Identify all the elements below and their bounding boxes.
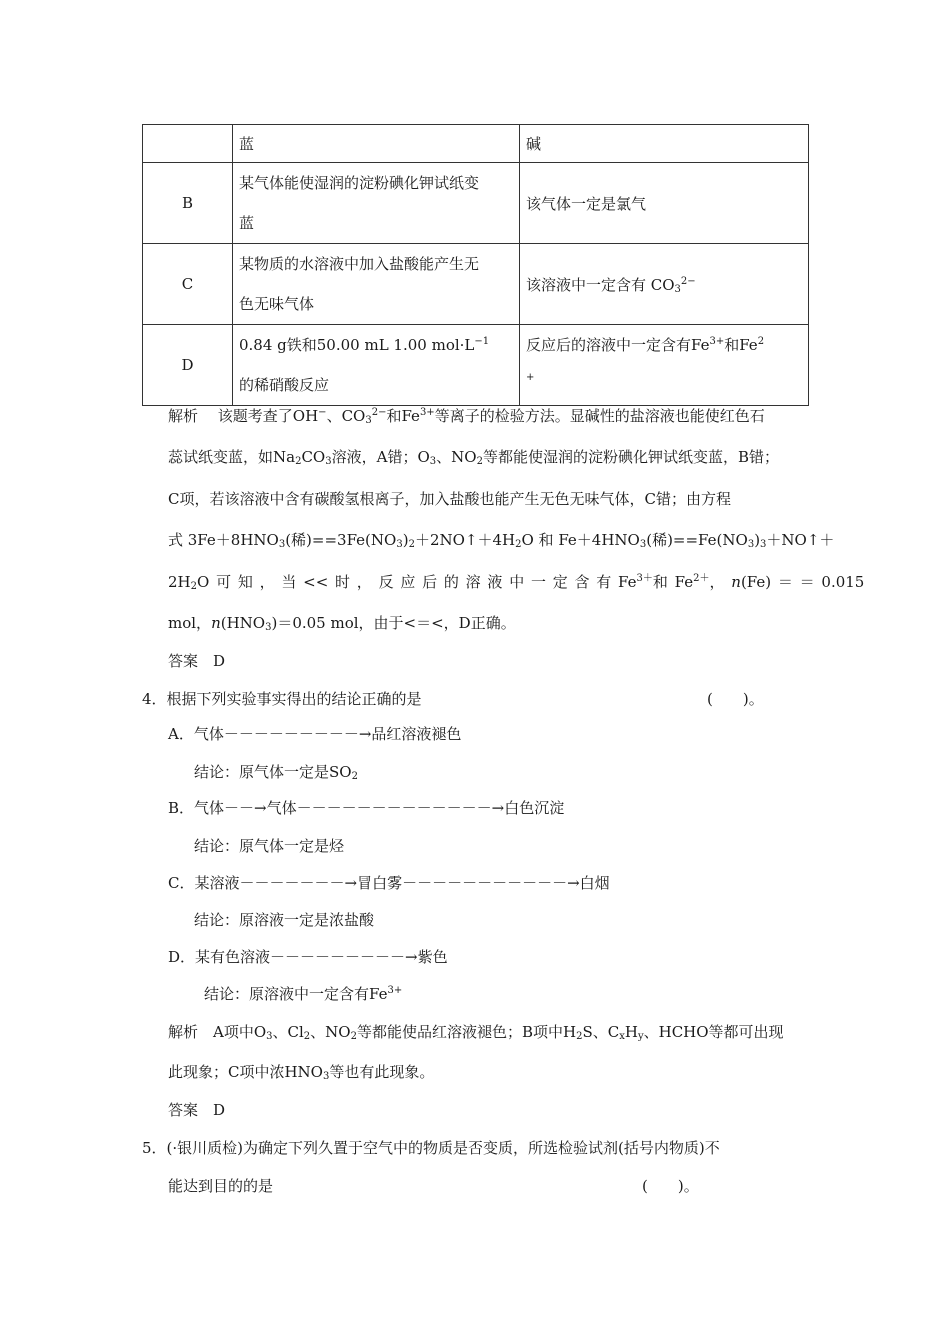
condition-cell	[233, 325, 520, 406]
condition-text: 蓝	[239, 214, 255, 232]
conclusion-text: 该溶液中一定含有 CO	[526, 275, 675, 294]
question-stem: 5．(·银川质检)为确定下列久置于空气中的物质是否变质，所选检验试剂(括号内物质)不	[142, 1139, 720, 1157]
arrow-icon: －－－－－－－－－－－→	[402, 874, 580, 892]
condition-cell	[233, 244, 520, 325]
arrow-icon: －－－－－－－→	[239, 874, 358, 892]
question-stem-cont: 能达到目的的是	[168, 1177, 274, 1195]
table-row	[143, 244, 809, 325]
analysis-text: 解析 A项中O	[168, 1023, 267, 1041]
row-label	[143, 125, 233, 163]
analysis-label: 解析	[168, 407, 199, 425]
analysis-line: 蕊试纸变蓝，如$Na_2CO_3$溶液，A错；$O_3$、$NO_2$等都能使湿润的淀粉碘化钾试纸变蓝，B错；	[168, 448, 779, 467]
condition-text: 的稀硝酸反应	[239, 376, 330, 394]
conclusion-cell	[520, 244, 809, 325]
row-label: B	[143, 163, 233, 244]
question-stem: 4．根据下列实验事实得出的结论正确的是	[142, 690, 422, 708]
option-d	[168, 946, 448, 967]
option-text: 白烟	[579, 874, 610, 892]
condition-cell: 蓝	[233, 125, 520, 163]
conclusion-cell	[520, 325, 809, 406]
options-table	[142, 124, 809, 406]
condition-cell	[233, 163, 520, 244]
conclusion-text: 反应后的溶液中一定含有Fe	[526, 336, 710, 354]
conclusion-cell: 碱	[520, 125, 809, 163]
subscript: 3	[674, 283, 681, 295]
superscript: +	[526, 372, 535, 383]
option-b	[168, 797, 564, 818]
option-a-conclusion: 结论：原气体一定是$SO_2$	[194, 763, 358, 782]
answer-paren: ( )。	[642, 1177, 699, 1195]
option-text: C．某溶液	[168, 874, 240, 892]
answer-line: 答案 D	[168, 1101, 226, 1119]
condition-text: 色无味气体	[239, 295, 315, 313]
row-label: D	[143, 325, 233, 406]
option-text: 品红溶液褪色	[371, 725, 462, 743]
option-text: 白色沉淀	[504, 799, 565, 817]
superscript: 2	[757, 336, 765, 347]
analysis-line: mol，$n(HNO_3)=0.05$ mol，由于<＝<，D正确。	[168, 614, 516, 633]
analysis-line: 解析 A项中$O_3$、$Cl_2$、$NO_2$等都能使品红溶液褪色；B项中$H_2S$、$C_xH_y$、HCHO等都可出现	[168, 1023, 784, 1042]
option-text: B．气体	[168, 799, 225, 817]
table-row	[143, 325, 809, 406]
option-c	[168, 872, 610, 893]
analysis-line: $2H_2O$ 可 知 ， 当 << 时 ， 反 应 后 的 溶 液 中 一 定 含 有 $Fe^{3+}$和 $Fe^{2+}$， n(Fe) ＝ ＝ 0.015	[168, 573, 865, 592]
arrow-icon: －－－－－－－－－→	[270, 948, 418, 966]
condition-text: 0.84 g铁和50.00 mL 1.00 mol·L	[239, 336, 475, 354]
option-d-conclusion: 结论：原溶液中一定含有$Fe^{3+}$	[204, 985, 403, 1003]
table-row	[143, 163, 809, 244]
option-a	[168, 723, 461, 744]
option-text: 紫色	[417, 948, 448, 966]
analysis-line: C项，若该溶液中含有碳酸氢根离子，加入盐酸也能产生无色无味气体，C错；由方程	[168, 490, 731, 508]
option-text: 气体	[266, 799, 297, 817]
option-text: 冒白雾	[357, 874, 403, 892]
superscript: 2−	[680, 275, 696, 287]
conclusion-text: 结论：原溶液中一定含有Fe	[204, 985, 388, 1003]
row-label: C	[143, 244, 233, 325]
answer-paren: ( )。	[707, 690, 764, 708]
superscript: 3+	[709, 336, 725, 347]
analysis-line: 解析 该题考查了OH−、$CO_3^{2-}$和$Fe^{3+}$等离子的检验方法。显碱性的盐溶液也能使红色石	[168, 407, 765, 426]
analysis-line: 式 $3Fe+8HNO_3$(稀)$==3Fe(NO_3)_2+2NO↑+4H_2O$ 和 $Fe+4HNO_3$(稀)$==Fe(NO_3)_3+NO↑+$	[168, 531, 835, 550]
conclusion-cell: 该气体一定是氯气	[520, 163, 809, 244]
analysis-line: 此现象；C项中浓$HNO_3$等也有此现象。	[168, 1063, 435, 1082]
conclusion-text: 和Fe	[724, 336, 758, 354]
option-text: A．气体	[168, 725, 224, 743]
option-text: D．某有色溶液	[168, 948, 271, 966]
option-c-conclusion: 结论：原溶液一定是浓盐酸	[194, 911, 375, 929]
arrow-icon: －－－－－－－－－→	[223, 725, 372, 743]
condition-text: 某气体能使湿润的淀粉碘化钾试纸变	[239, 174, 480, 192]
superscript: −1	[474, 336, 490, 347]
option-b-conclusion: 结论：原气体一定是烃	[194, 837, 345, 855]
condition-text: 某物质的水溶液中加入盐酸能产生无	[239, 255, 480, 273]
arrow-icon: －－－－－－－－－－－－－→	[296, 799, 505, 817]
arrow-icon: －－→	[224, 799, 267, 817]
answer-line: 答案 D	[168, 652, 226, 670]
conclusion-text: 结论：原气体一定是SO	[194, 763, 352, 781]
table-row	[143, 125, 809, 163]
